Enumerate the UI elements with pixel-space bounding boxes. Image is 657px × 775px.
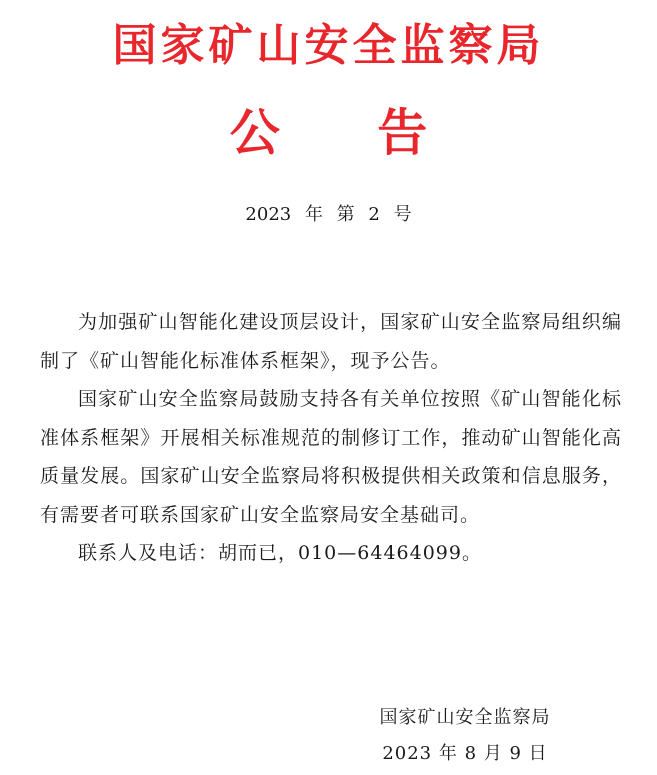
document-number: 2023 年 第 2 号 xyxy=(245,204,412,225)
notice-title: 公 告 xyxy=(229,103,428,162)
body-paragraph-guidance: 国家矿山安全监察局鼓励支持各有关单位按照《矿山智能化标准体系框架》开展相关标准规范的制修订工作，推动矿山智能化高质量发展。国家矿山安全监察局将积极提供相关政策和信息服务，有需要者可联系国家矿山安全监察局安全基础司。 xyxy=(40,388,622,526)
notice-body xyxy=(40,303,622,573)
body-paragraph-intro: 为加强矿山智能化建设顶层设计，国家矿山安全监察局组织编制了《矿山智能化标准体系框架》，现予公告。 xyxy=(40,311,622,372)
signature-block xyxy=(340,700,590,772)
agency-title: 国家矿山安全监察局 xyxy=(112,20,545,71)
body-paragraph-contact: 联系人及电话：胡而已，010—64464099。 xyxy=(78,542,482,564)
issuer-name: 国家矿山安全监察局 xyxy=(379,707,551,728)
issue-date: 2023 年 8 月 9 日 xyxy=(382,743,548,764)
